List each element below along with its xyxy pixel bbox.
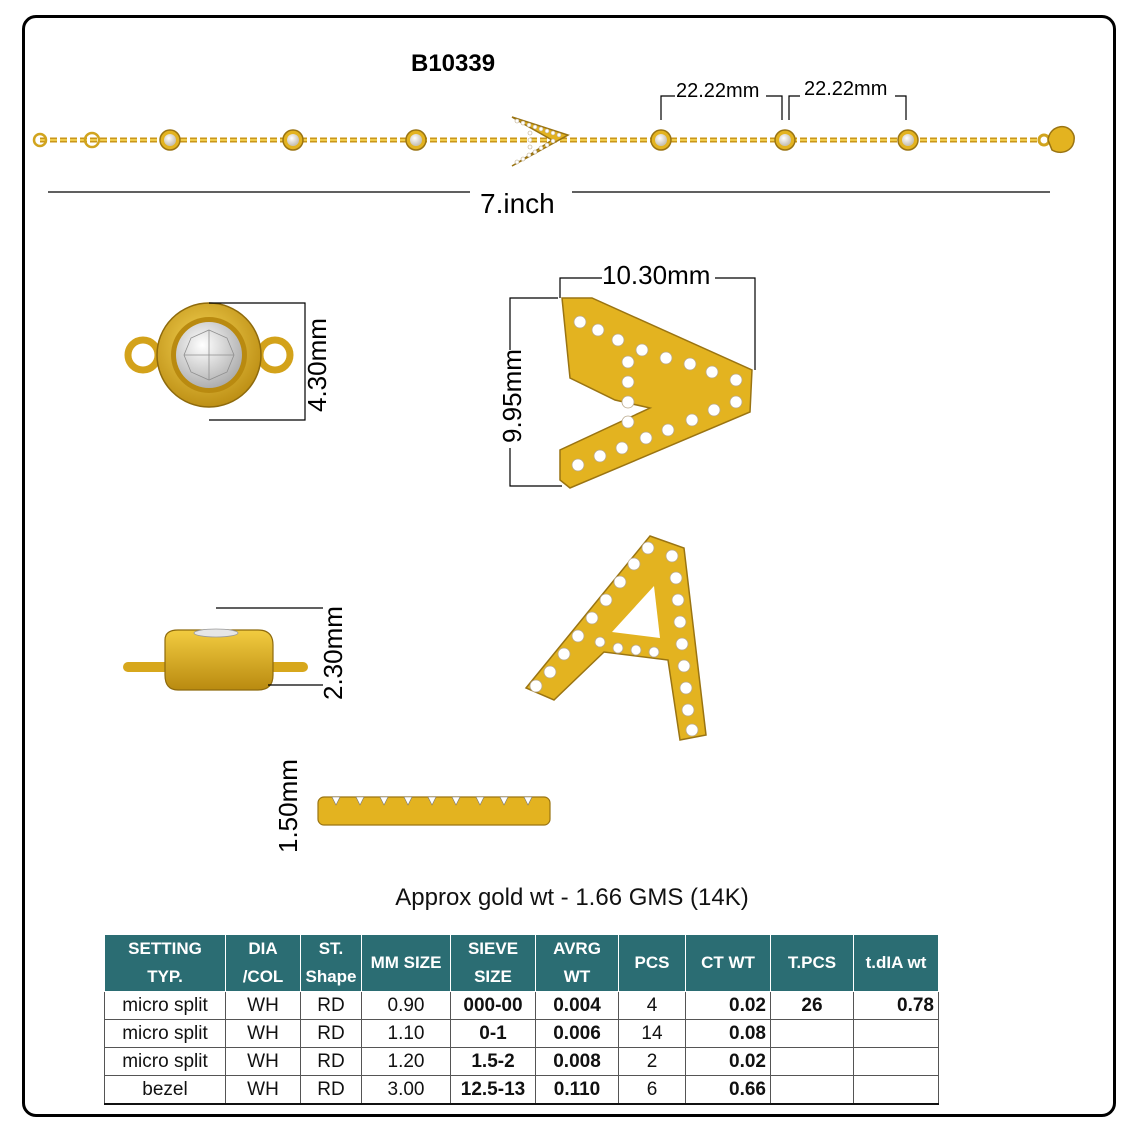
cell-stone-shape: RD [301, 1048, 362, 1076]
letter-width-label: 10.30mm [602, 260, 711, 290]
header-total-dia-wt: t.dIA wt [854, 935, 939, 992]
cell-total-dia-wt [854, 1048, 939, 1076]
header-ct-wt: CT WT [686, 935, 771, 992]
cell-setting-type: micro split [105, 1048, 226, 1076]
cell-sieve-size: 1.5-2 [451, 1048, 536, 1076]
header-avrg-wt: AVRG WT [536, 935, 619, 992]
cell-setting-type: micro split [105, 1020, 226, 1048]
bracelet-overview [0, 0, 1144, 240]
letter-thickness-label: 1.50mm [273, 759, 303, 853]
cell-dia-col: WH [226, 1020, 301, 1048]
cell-stone-shape: RD [301, 1076, 362, 1105]
cell-sieve-size: 12.5-13 [451, 1076, 536, 1105]
cell-mm-size: 1.20 [362, 1048, 451, 1076]
cell-mm-size: 3.00 [362, 1076, 451, 1105]
cell-sieve-size: 000-00 [451, 992, 536, 1020]
letter-height-label: 9.95mm [497, 349, 527, 443]
cell-setting-type: micro split [105, 992, 226, 1020]
cell-ct-wt: 0.08 [686, 1020, 771, 1048]
header-sieve-size: SIEVE SIZE [451, 935, 536, 992]
table-header-row [105, 935, 939, 992]
letter-a-front-view [500, 260, 780, 500]
cell-mm-size: 0.90 [362, 992, 451, 1020]
letter-a-perspective-view [520, 530, 720, 745]
cell-ct-wt: 0.02 [686, 1048, 771, 1076]
gold-weight-note: Approx gold wt - 1.66 GMS (14K) [395, 884, 749, 911]
table-row [105, 1076, 939, 1105]
cell-pcs: 14 [619, 1020, 686, 1048]
header-pcs: PCS [619, 935, 686, 992]
cell-ct-wt: 0.66 [686, 1076, 771, 1105]
cell-avrg-wt: 0.008 [536, 1048, 619, 1076]
bezel-height-label: 2.30mm [318, 606, 348, 700]
spacing-label-1: 22.22mm [676, 80, 760, 102]
cell-pcs: 6 [619, 1076, 686, 1105]
cell-dia-col: WH [226, 1076, 301, 1105]
chain-length-label: 7.inch [480, 188, 555, 219]
cell-stone-shape: RD [301, 1020, 362, 1048]
header-total-pcs: T.PCS [771, 935, 854, 992]
bezel-diameter-label: 4.30mm [302, 318, 332, 412]
cell-pcs: 4 [619, 992, 686, 1020]
lobster-clasp [1039, 127, 1074, 153]
table-row [105, 1020, 939, 1048]
table-row [105, 992, 939, 1020]
cell-mm-size: 1.10 [362, 1020, 451, 1048]
cell-pcs: 2 [619, 1048, 686, 1076]
bezel-side-view [118, 600, 348, 700]
cell-total-dia-wt: 0.78 [854, 992, 939, 1020]
cell-total-pcs [771, 1048, 854, 1076]
stone-spec-table [104, 934, 939, 1105]
letter-a-profile-view [310, 785, 560, 835]
cell-total-pcs [771, 1076, 854, 1105]
cell-dia-col: WH [226, 992, 301, 1020]
cell-stone-shape: RD [301, 992, 362, 1020]
header-stone-shape: ST. Shape [301, 935, 362, 992]
header-dia-col: DIA /COL [226, 935, 301, 992]
cell-dia-col: WH [226, 1048, 301, 1076]
cell-total-dia-wt [854, 1076, 939, 1105]
header-setting-type: SETTING TYP. [105, 935, 226, 992]
cell-total-dia-wt [854, 1020, 939, 1048]
cell-avrg-wt: 0.004 [536, 992, 619, 1020]
spacing-label-2: 22.22mm [804, 78, 888, 100]
cell-total-pcs [771, 1020, 854, 1048]
cell-avrg-wt: 0.006 [536, 1020, 619, 1048]
cell-sieve-size: 0-1 [451, 1020, 536, 1048]
cell-ct-wt: 0.02 [686, 992, 771, 1020]
cell-total-pcs: 26 [771, 992, 854, 1020]
cell-avrg-wt: 0.110 [536, 1076, 619, 1105]
header-mm-size: MM SIZE [362, 935, 451, 992]
cell-setting-type: bezel [105, 1076, 226, 1105]
table-row [105, 1048, 939, 1076]
product-code: B10339 [411, 50, 496, 77]
